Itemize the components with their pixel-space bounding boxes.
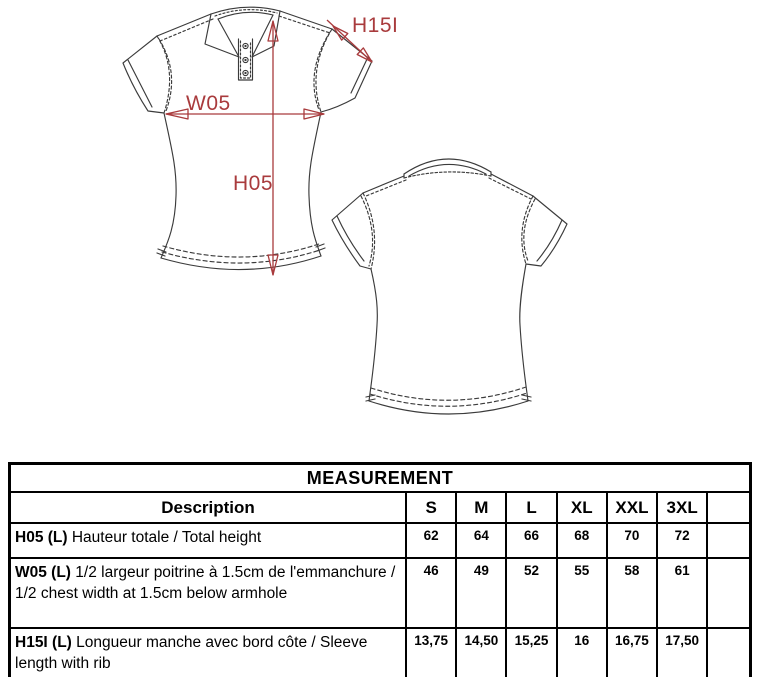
size-header-xl: XL [557,492,607,523]
front-hem-stitch [162,244,320,263]
front-button-2-hole [245,59,246,60]
back-right-sleeve [526,196,567,266]
front-button-3 [243,70,248,75]
back-left-sleeve [332,193,371,269]
back-body-left [369,269,377,401]
h05-label: H05 [233,172,274,195]
w05-label: W05 [186,92,231,115]
table-title: MEASUREMENT [10,464,751,493]
back-hem [369,401,528,414]
front-button-3-hole [245,72,246,73]
empty-cell [707,523,750,558]
front-right-armhole [314,29,332,112]
row-description [10,628,407,677]
front-left-armhole [157,36,172,113]
row-description [10,523,407,558]
value-cell: 46 [406,558,456,628]
front-view-polo [123,7,372,269]
size-header-xxl: XXL [607,492,657,523]
measure-text: Hauteur totale / Total height [71,529,262,546]
value-cell: 16 [557,628,607,677]
front-body-right [309,112,321,256]
measurement-table [8,462,752,677]
measure-text: Longueur manche avec bord côte / Sleeve length with rib [15,634,368,672]
back-view-polo [332,159,567,414]
measure-code: H05 (L) [15,529,68,546]
measure-code: H15I (L) [15,634,72,651]
front-left-shoulder-stitch [160,19,213,41]
value-cell: 14,50 [456,628,506,677]
size-header-l: L [506,492,556,523]
back-left-shoulder [363,176,404,193]
back-left-cuff-band [337,216,364,261]
front-left-sleeve [123,36,164,113]
back-left-armhole [361,193,375,269]
back-neck-stitch [404,172,491,178]
h15i-label: H15I [352,14,399,37]
value-cell: 49 [456,558,506,628]
back-left-shoulder-stitch [366,180,406,196]
table-title-row [10,464,751,493]
back-collar-inner [409,164,486,176]
back-body-right [520,264,528,401]
empty-header-cell [707,492,750,523]
value-cell: 61 [657,558,707,628]
front-left-shoulder [157,14,211,36]
value-cell: 16,75 [607,628,657,677]
size-header-m: M [456,492,506,523]
value-cell: 64 [456,523,506,558]
value-cell: 68 [557,523,607,558]
front-right-shoulder-stitch [279,16,330,33]
back-right-shoulder-stitch [489,178,531,199]
front-body-left [161,113,176,258]
front-hem-vents [157,244,325,256]
value-cell: 55 [557,558,607,628]
empty-cell [707,558,750,628]
value-cell: 72 [657,523,707,558]
measure-text: 1/2 largeur poitrine à 1.5cm de l'emmanchure / 1/2 chest width at 1.5cm below armhole [15,564,396,602]
value-cell: 17,50 [657,628,707,677]
value-cell: 15,25 [506,628,556,677]
size-header-3xl: 3XL [657,492,707,523]
front-right-shoulder [280,11,332,29]
table-row-h15i [10,628,751,677]
front-button-2 [243,57,248,62]
front-right-sleeve [321,29,372,112]
front-button-1 [243,43,248,48]
value-cell: 62 [406,523,456,558]
table-row-w05 [10,558,751,628]
value-cell: 66 [506,523,556,558]
back-right-armhole [522,196,535,264]
value-cell: 58 [607,558,657,628]
value-cell: 70 [607,523,657,558]
front-collar-left-wing [205,14,239,57]
dimension-labels [186,14,398,195]
measure-code: W05 (L) [15,564,71,581]
back-hem-stitch [370,387,527,406]
back-right-shoulder [491,174,533,196]
description-header: Description [10,492,407,523]
table-header-row [10,492,751,523]
value-cell: 13,75 [406,628,456,677]
value-cell: 52 [506,558,556,628]
empty-cell [707,628,750,677]
front-collar-band [218,12,273,19]
row-description [10,558,407,628]
table-row-h05 [10,523,751,558]
front-button-1-hole [245,45,246,46]
size-header-s: S [406,492,456,523]
